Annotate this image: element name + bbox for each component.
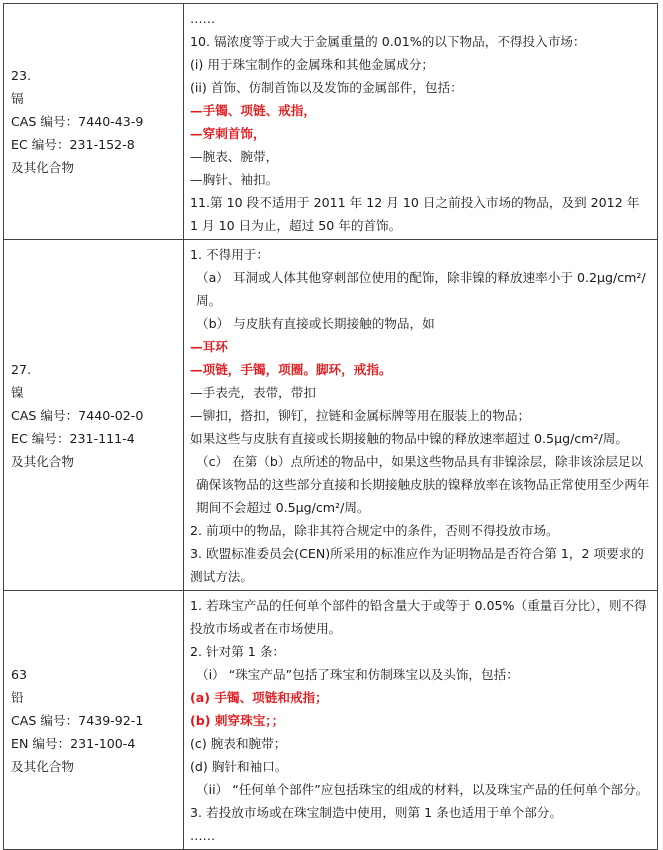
clause-line: (ii) 首饰、仿制首饰以及发饰的金属部件，包括： — [190, 80, 463, 95]
conditions-cell — [184, 4, 658, 240]
compounds-note: 及其化合物 — [11, 453, 74, 469]
highlighted-item: (a) 手镯、项链和戒指； — [190, 690, 328, 705]
clause-line: 1. 不得用于： — [190, 247, 269, 262]
cas-number: CAS 编号：7439-92-1 — [11, 712, 144, 728]
highlighted-item: —穿刺首饰， — [190, 126, 266, 141]
entry-number: 27. — [11, 361, 32, 377]
clause-line: 3. 若投放市场或在珠宝制造中使用，则第 1 条也适用于单个部分。 — [190, 805, 563, 820]
highlighted-item: (b) 刺穿珠宝；； — [190, 713, 285, 728]
table-row-nickel — [4, 240, 658, 591]
clause-line: 1. 若珠宝产品的任何单个部件的铅含量大于或等于 0.05%（重量百分比），则不得投放市场或者在市场使用。 — [190, 598, 647, 636]
list-item: —腕表、腕带， — [190, 149, 279, 164]
conditions-cell — [184, 240, 658, 591]
clause-line: 2. 针对第 1 条： — [190, 644, 286, 659]
table-row-lead — [4, 591, 658, 850]
compounds-note: 及其化合物 — [11, 758, 74, 774]
restriction-table — [3, 3, 658, 850]
substance-name: 镍 — [11, 384, 24, 400]
highlighted-item: —手镯、项链、戒指， — [190, 103, 316, 118]
clause-line: 如果这些与皮肤有直接或长期接触的物品中镍的释放速率超过 0.5μg/cm²/周。 — [190, 431, 628, 446]
ellipsis-line: …… — [190, 828, 216, 843]
list-item: —铆扣，搭扣，铆钉，拉链和金属标牌等用在服装上的物品； — [190, 408, 531, 423]
substance-name: 铅 — [11, 689, 24, 705]
highlighted-item: —项链，手镯，项圈。脚环，戒指。 — [190, 362, 392, 377]
list-item: —胸针、袖扣。 — [190, 172, 279, 187]
clause-line: （i） “珠宝产品”包括了珠宝和仿制珠宝以及头饰，包括： — [196, 667, 519, 682]
compounds-note: 及其化合物 — [11, 160, 74, 175]
list-item: (d) 胸针和袖口。 — [190, 759, 288, 774]
highlighted-item: —耳环 — [190, 339, 228, 354]
entry-number: 23. — [11, 68, 32, 83]
substance-cell — [4, 591, 184, 850]
entry-number: 63 — [11, 666, 28, 682]
clause-line: （b） 与皮肤有直接或长期接触的物品，如 — [196, 316, 435, 331]
clause-line: (i) 用于珠宝制作的金属珠和其他金属成分； — [190, 57, 435, 72]
substance-cell — [4, 4, 184, 240]
list-item: (c) 腕表和腕带； — [190, 736, 287, 751]
ec-number: EC 编号：231-111-4 — [11, 430, 135, 446]
clause-line: （a） 耳洞或人体其他穿刺部位使用的配饰，除非镍的释放速率小于 0.2μg/cm²/周。 — [196, 270, 646, 308]
substance-name: 镉 — [11, 91, 24, 106]
ec-number: EN 编号：231-100-4 — [11, 735, 136, 751]
substance-cell — [4, 240, 184, 591]
clause-line: 10. 镉浓度等于或大于金属重量的 0.01%的以下物品，不得投入市场： — [190, 34, 586, 49]
clause-line: 11.第 10 段不适用于 2011 年 12 月 10 日之前投入市场的物品，及到 2012 年 1 月 10 日为止，超过 50 年的首饰。 — [190, 195, 640, 233]
ec-number: EC 编号：231-152-8 — [11, 137, 135, 152]
clause-line: 2. 前项中的物品，除非其符合规定中的条件，否则不得投放市场。 — [190, 523, 559, 538]
clause-line: （c） 在第（b）点所述的物品中，如果这些物品具有非镍涂层，除非该涂层足以确保该物品的这些部分直接和长期接触皮肤的镍释放率在该物品正常使用至少两年期间不会超过 0.5μg/cm²/周。 — [196, 454, 650, 515]
cas-number: CAS 编号：7440-43-9 — [11, 114, 144, 129]
list-item: —手表壳，表带，带扣 — [190, 385, 316, 400]
ellipsis-line: …… — [190, 11, 216, 26]
cas-number: CAS 编号：7440-02-0 — [11, 407, 144, 423]
table-row-cadmium — [4, 4, 658, 240]
conditions-cell — [184, 591, 658, 850]
clause-line: （ii） “任何单个部件”应包括珠宝的组成的材料，以及珠宝产品的任何单个部分。 — [196, 782, 649, 797]
clause-line: 3. 欧盟标准委员会(CEN)所采用的标准应作为证明物品是否符合第 1，2 项要求的测试方法。 — [190, 546, 644, 584]
